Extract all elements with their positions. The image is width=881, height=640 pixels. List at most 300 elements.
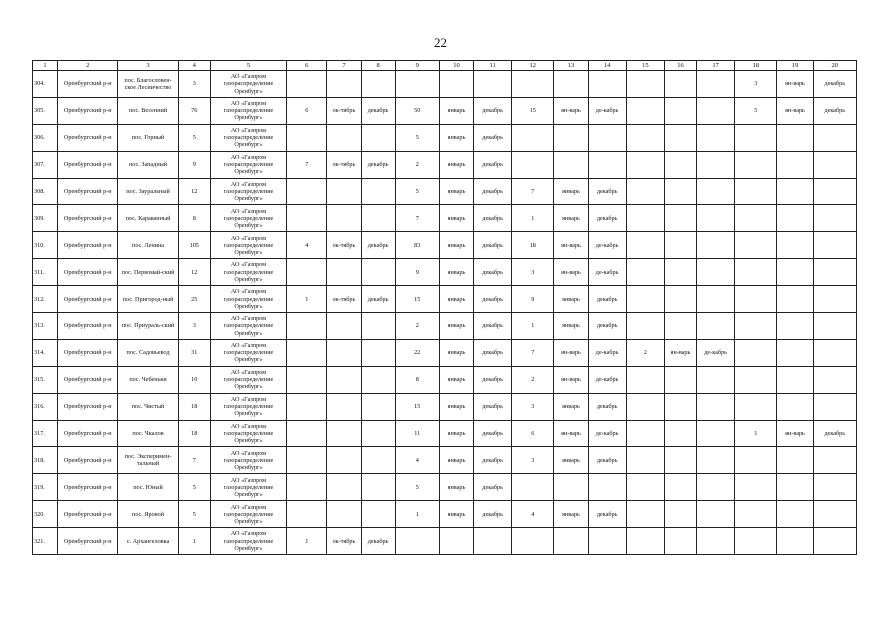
table-cell-col-16: [664, 393, 696, 420]
table-cell-col-14: декабрь: [588, 205, 626, 232]
table-cell-col-7: [327, 393, 361, 420]
table-cell-col-9: 83: [395, 232, 439, 259]
table-cell-col-6: [287, 474, 327, 501]
table-cell-col-2: Оренбургский р-н: [58, 420, 118, 447]
table-cell-col-18: [735, 366, 777, 393]
table-cell-col-16: [664, 259, 696, 286]
table-cell-col-10: январь: [439, 447, 473, 474]
table-cell-col-18: [735, 205, 777, 232]
table-cell-col-12: 3: [512, 259, 554, 286]
table-cell-col-17: [697, 313, 735, 340]
table-cell-col-5: АО «Газпром газораспределение Оренбург»: [210, 71, 286, 98]
column-number-13: 13: [554, 61, 588, 71]
column-number-8: 8: [361, 61, 395, 71]
table-cell-col-3: пос. Эксперимен-тальный: [118, 447, 178, 474]
table-cell-col-6: [287, 124, 327, 151]
table-cell-col-4: 5: [178, 501, 210, 528]
table-cell-col-17: [697, 232, 735, 259]
column-number-14: 14: [588, 61, 626, 71]
table-cell-col-12: 15: [512, 97, 554, 124]
table-row: [33, 232, 857, 259]
table-row: [33, 528, 857, 555]
table-cell-col-1: 306.: [33, 124, 58, 151]
table-cell-col-17: [697, 151, 735, 178]
table-cell-col-12: 3: [512, 447, 554, 474]
table-cell-col-18: [735, 259, 777, 286]
table-cell-col-11: декабрь: [474, 259, 512, 286]
table-cell-col-19: [777, 313, 813, 340]
table-cell-col-11: декабрь: [474, 151, 512, 178]
table-cell-col-8: [361, 501, 395, 528]
table-cell-col-12: 6: [512, 420, 554, 447]
table-cell-col-10: январь: [439, 124, 473, 151]
table-cell-col-9: 5: [395, 474, 439, 501]
table-cell-col-15: [626, 528, 664, 555]
table-cell-col-14: декабрь: [588, 313, 626, 340]
table-cell-col-3: пос. Приураль-ский: [118, 313, 178, 340]
table-cell-col-19: ян-варь: [777, 97, 813, 124]
table-cell-col-5: АО «Газпром газораспределение Оренбург»: [210, 339, 286, 366]
table-cell-col-6: 1: [287, 528, 327, 555]
table-cell-col-17: [697, 71, 735, 98]
table-cell-col-6: [287, 447, 327, 474]
table-row: [33, 393, 857, 420]
table-cell-col-17: [697, 286, 735, 313]
table-cell-col-14: [588, 528, 626, 555]
table-cell-col-18: 1: [735, 420, 777, 447]
table-cell-col-5: АО «Газпром газораспределение Оренбург»: [210, 205, 286, 232]
table-cell-col-20: [813, 339, 856, 366]
table-cell-col-3: пос. Благословен-ское Лесничество: [118, 71, 178, 98]
column-number-12: 12: [512, 61, 554, 71]
table-cell-col-7: [327, 501, 361, 528]
table-cell-col-1: 313.: [33, 313, 58, 340]
table-cell-col-11: декабрь: [474, 232, 512, 259]
table-cell-col-16: [664, 420, 696, 447]
table-cell-col-5: АО «Газпром газораспределение Оренбург»: [210, 474, 286, 501]
table-cell-col-14: декабрь: [588, 286, 626, 313]
table-cell-col-15: [626, 474, 664, 501]
table-cell-col-2: Оренбургский р-н: [58, 339, 118, 366]
table-cell-col-13: январь: [554, 178, 588, 205]
table-cell-col-3: с. Архангеловка: [118, 528, 178, 555]
table-cell-col-1: 310.: [33, 232, 58, 259]
table-cell-col-8: декабрь: [361, 97, 395, 124]
table-cell-col-12: 1: [512, 313, 554, 340]
table-cell-col-2: Оренбургский р-н: [58, 178, 118, 205]
table-cell-col-18: [735, 393, 777, 420]
table-cell-col-16: [664, 124, 696, 151]
table-cell-col-7: [327, 474, 361, 501]
table-cell-col-12: [512, 474, 554, 501]
table-cell-col-16: [664, 501, 696, 528]
table-cell-col-6: [287, 71, 327, 98]
table-cell-col-1: 321.: [33, 528, 58, 555]
table-cell-col-19: [777, 286, 813, 313]
table-cell-col-9: 2: [395, 151, 439, 178]
table-cell-col-8: [361, 366, 395, 393]
table-cell-col-7: [327, 447, 361, 474]
table-cell-col-20: [813, 286, 856, 313]
table-cell-col-9: [395, 528, 439, 555]
table-cell-col-20: [813, 447, 856, 474]
table-cell-col-10: январь: [439, 259, 473, 286]
table-cell-col-19: [777, 447, 813, 474]
table-cell-col-17: [697, 420, 735, 447]
table-cell-col-1: 312.: [33, 286, 58, 313]
table-row: [33, 259, 857, 286]
table-cell-col-2: Оренбургский р-н: [58, 447, 118, 474]
table-cell-col-18: [735, 501, 777, 528]
table-cell-col-2: Оренбургский р-н: [58, 124, 118, 151]
table-cell-col-13: [554, 71, 588, 98]
table-cell-col-6: [287, 313, 327, 340]
table-cell-col-5: АО «Газпром газораспределение Оренбург»: [210, 447, 286, 474]
table-cell-col-14: [588, 474, 626, 501]
table-cell-col-9: 11: [395, 420, 439, 447]
table-cell-col-3: пос. Яровой: [118, 501, 178, 528]
table-cell-col-18: [735, 447, 777, 474]
column-number-18: 18: [735, 61, 777, 71]
table-cell-col-18: [735, 151, 777, 178]
table-row: [33, 97, 857, 124]
table-cell-col-4: 31: [178, 339, 210, 366]
table-row: [33, 447, 857, 474]
table-cell-col-12: 2: [512, 366, 554, 393]
table-cell-col-13: январь: [554, 447, 588, 474]
table-cell-col-4: 8: [178, 205, 210, 232]
table-cell-col-15: [626, 97, 664, 124]
table-cell-col-13: ян-варь: [554, 232, 588, 259]
table-cell-col-6: [287, 259, 327, 286]
gasification-schedule-table: [32, 60, 857, 555]
table-row: [33, 205, 857, 232]
table-row: [33, 313, 857, 340]
table-cell-col-7: [327, 313, 361, 340]
table-cell-col-4: 18: [178, 393, 210, 420]
table-cell-col-19: ян-варь: [777, 71, 813, 98]
table-cell-col-11: декабрь: [474, 97, 512, 124]
table-cell-col-17: [697, 474, 735, 501]
table-row: [33, 339, 857, 366]
table-cell-col-19: [777, 124, 813, 151]
table-cell-col-17: [697, 528, 735, 555]
table-cell-col-10: [439, 71, 473, 98]
table-cell-col-1: 318.: [33, 447, 58, 474]
table-row: [33, 178, 857, 205]
table-cell-col-3: пос. Садовьевод: [118, 339, 178, 366]
column-number-11: 11: [474, 61, 512, 71]
table-row: [33, 501, 857, 528]
column-number-10: 10: [439, 61, 473, 71]
table-cell-col-3: пос. Юный: [118, 474, 178, 501]
table-cell-col-20: [813, 178, 856, 205]
table-cell-col-1: 305.: [33, 97, 58, 124]
table-cell-col-2: Оренбургский р-н: [58, 97, 118, 124]
table-cell-col-11: декабрь: [474, 501, 512, 528]
table-cell-col-14: де-кабрь: [588, 232, 626, 259]
table-cell-col-3: пос. Пригород-ный: [118, 286, 178, 313]
table-cell-col-6: [287, 178, 327, 205]
table-cell-col-6: 7: [287, 151, 327, 178]
table-cell-col-18: [735, 124, 777, 151]
table-cell-col-19: [777, 501, 813, 528]
table-cell-col-19: [777, 232, 813, 259]
column-number-16: 16: [664, 61, 696, 71]
table-cell-col-15: [626, 259, 664, 286]
table-cell-col-14: [588, 124, 626, 151]
table-cell-col-5: АО «Газпром газораспределение Оренбург»: [210, 313, 286, 340]
table-cell-col-4: 25: [178, 286, 210, 313]
table-cell-col-16: [664, 151, 696, 178]
table-cell-col-1: 309.: [33, 205, 58, 232]
table-cell-col-1: 317.: [33, 420, 58, 447]
table-cell-col-15: [626, 71, 664, 98]
table-row: [33, 286, 857, 313]
table-cell-col-18: [735, 232, 777, 259]
table-cell-col-9: 5: [395, 124, 439, 151]
table-cell-col-8: [361, 447, 395, 474]
table-cell-col-5: АО «Газпром газораспределение Оренбург»: [210, 259, 286, 286]
table-cell-col-1: 311.: [33, 259, 58, 286]
table-cell-col-11: декабрь: [474, 420, 512, 447]
table-cell-col-9: 9: [395, 259, 439, 286]
table-cell-col-3: пос. Зауральный: [118, 178, 178, 205]
table-cell-col-11: [474, 528, 512, 555]
table-cell-col-11: декабрь: [474, 205, 512, 232]
table-cell-col-11: декабрь: [474, 313, 512, 340]
table-cell-col-14: де-кабрь: [588, 259, 626, 286]
table-cell-col-4: 5: [178, 474, 210, 501]
table-cell-col-9: 4: [395, 447, 439, 474]
table-cell-col-13: январь: [554, 393, 588, 420]
table-cell-col-9: 8: [395, 366, 439, 393]
table-cell-col-16: [664, 286, 696, 313]
table-cell-col-14: декабрь: [588, 178, 626, 205]
table-cell-col-11: декабрь: [474, 286, 512, 313]
table-cell-col-12: 9: [512, 286, 554, 313]
table-cell-col-1: 320.: [33, 501, 58, 528]
table-cell-col-19: [777, 151, 813, 178]
table-cell-col-12: 3: [512, 393, 554, 420]
table-cell-col-19: [777, 528, 813, 555]
table-cell-col-18: [735, 339, 777, 366]
table-cell-col-7: ок-тябрь: [327, 232, 361, 259]
table-cell-col-16: [664, 474, 696, 501]
table-cell-col-15: [626, 124, 664, 151]
table-cell-col-13: ян-варь: [554, 420, 588, 447]
table-cell-col-1: 316.: [33, 393, 58, 420]
column-number-20: 20: [813, 61, 856, 71]
table-cell-col-8: [361, 474, 395, 501]
table-cell-col-20: [813, 232, 856, 259]
table-cell-col-8: [361, 393, 395, 420]
table-cell-col-15: [626, 286, 664, 313]
table-cell-col-16: [664, 528, 696, 555]
table-cell-col-5: АО «Газпром газораспределение Оренбург»: [210, 286, 286, 313]
table-cell-col-12: [512, 71, 554, 98]
table-cell-col-14: [588, 71, 626, 98]
table-cell-col-20: [813, 151, 856, 178]
table-cell-col-6: [287, 420, 327, 447]
table-cell-col-1: 304.: [33, 71, 58, 98]
table-cell-col-11: декабрь: [474, 393, 512, 420]
table-cell-col-6: [287, 205, 327, 232]
table-row: [33, 474, 857, 501]
table-cell-col-14: декабрь: [588, 501, 626, 528]
table-cell-col-8: [361, 420, 395, 447]
page-number: 22: [434, 35, 447, 50]
table-cell-col-16: ян-варь: [664, 339, 696, 366]
table-cell-col-8: [361, 178, 395, 205]
table-cell-col-10: январь: [439, 286, 473, 313]
table-cell-col-8: [361, 71, 395, 98]
table-cell-col-15: [626, 447, 664, 474]
table-cell-col-17: [697, 501, 735, 528]
table-cell-col-4: 5: [178, 124, 210, 151]
table-row: [33, 366, 857, 393]
table-cell-col-20: декабрь: [813, 97, 856, 124]
table-cell-col-17: [697, 366, 735, 393]
table-cell-col-20: декабрь: [813, 420, 856, 447]
table-cell-col-20: [813, 366, 856, 393]
table-cell-col-7: [327, 366, 361, 393]
table-cell-col-14: декабрь: [588, 447, 626, 474]
table-cell-col-11: декабрь: [474, 124, 512, 151]
table-cell-col-1: 315.: [33, 366, 58, 393]
table-cell-col-13: [554, 151, 588, 178]
column-number-3: 3: [118, 61, 178, 71]
table-cell-col-14: де-кабрь: [588, 97, 626, 124]
table-cell-col-18: [735, 178, 777, 205]
table-cell-col-19: [777, 259, 813, 286]
table-cell-col-3: пос. Чкалов: [118, 420, 178, 447]
table-cell-col-15: [626, 420, 664, 447]
table-cell-col-6: 1: [287, 286, 327, 313]
table-cell-col-12: [512, 124, 554, 151]
table-cell-col-10: январь: [439, 393, 473, 420]
table-cell-col-7: ок-тябрь: [327, 151, 361, 178]
table-cell-col-3: пос. Чистый: [118, 393, 178, 420]
table-cell-col-8: декабрь: [361, 151, 395, 178]
table-cell-col-10: январь: [439, 205, 473, 232]
table-cell-col-2: Оренбургский р-н: [58, 151, 118, 178]
table-cell-col-11: декабрь: [474, 178, 512, 205]
table-cell-col-16: [664, 447, 696, 474]
table-cell-col-19: [777, 339, 813, 366]
table-cell-col-16: [664, 97, 696, 124]
table-cell-col-10: январь: [439, 232, 473, 259]
table-cell-col-17: [697, 259, 735, 286]
table-cell-col-15: [626, 205, 664, 232]
table-cell-col-11: [474, 71, 512, 98]
table-cell-col-4: 3: [178, 71, 210, 98]
table-cell-col-13: ян-варь: [554, 366, 588, 393]
table-cell-col-8: [361, 339, 395, 366]
table-cell-col-4: 9: [178, 151, 210, 178]
table-cell-col-7: [327, 124, 361, 151]
table-cell-col-9: 1: [395, 501, 439, 528]
table-cell-col-5: АО «Газпром газораспределение Оренбург»: [210, 420, 286, 447]
table-cell-col-4: 3: [178, 313, 210, 340]
table-cell-col-14: де-кабрь: [588, 420, 626, 447]
table-cell-col-7: [327, 71, 361, 98]
table-cell-col-18: [735, 313, 777, 340]
table-cell-col-18: 5: [735, 97, 777, 124]
table-cell-col-13: [554, 124, 588, 151]
table-cell-col-13: январь: [554, 313, 588, 340]
table-cell-col-6: [287, 339, 327, 366]
table-cell-col-19: [777, 178, 813, 205]
table-cell-col-6: [287, 393, 327, 420]
table-cell-col-16: [664, 205, 696, 232]
table-row: [33, 151, 857, 178]
table-cell-col-19: [777, 205, 813, 232]
table-cell-col-14: [588, 151, 626, 178]
table-cell-col-20: [813, 313, 856, 340]
table-cell-col-4: 12: [178, 259, 210, 286]
table-cell-col-2: Оренбургский р-н: [58, 259, 118, 286]
table-cell-col-8: декабрь: [361, 528, 395, 555]
table-cell-col-9: 7: [395, 205, 439, 232]
table-cell-col-10: январь: [439, 420, 473, 447]
table-cell-col-7: [327, 420, 361, 447]
table-cell-col-7: [327, 339, 361, 366]
table-cell-col-5: АО «Газпром газораспределение Оренбург»: [210, 393, 286, 420]
column-number-9: 9: [395, 61, 439, 71]
table-cell-col-13: [554, 528, 588, 555]
table-cell-col-5: АО «Газпром газораспределение Оренбург»: [210, 97, 286, 124]
table-cell-col-10: январь: [439, 366, 473, 393]
table-cell-col-5: АО «Газпром газораспределение Оренбург»: [210, 232, 286, 259]
table-cell-col-7: [327, 259, 361, 286]
table-row: [33, 420, 857, 447]
table-cell-col-16: [664, 178, 696, 205]
table-cell-col-6: [287, 366, 327, 393]
table-cell-col-12: 1: [512, 205, 554, 232]
column-number-6: 6: [287, 61, 327, 71]
table-cell-col-4: 18: [178, 420, 210, 447]
table-cell-col-11: декабрь: [474, 474, 512, 501]
table-cell-col-17: [697, 447, 735, 474]
table-cell-col-8: [361, 259, 395, 286]
table-cell-col-15: [626, 232, 664, 259]
table-cell-col-16: [664, 313, 696, 340]
table-cell-col-3: пос. Караванный: [118, 205, 178, 232]
table-cell-col-3: пос. Первомай-ский: [118, 259, 178, 286]
table-cell-col-2: Оренбургский р-н: [58, 393, 118, 420]
table-cell-col-4: 12: [178, 178, 210, 205]
column-number-15: 15: [626, 61, 664, 71]
table-cell-col-10: [439, 528, 473, 555]
table-cell-col-10: январь: [439, 474, 473, 501]
table-cell-col-2: Оренбургский р-н: [58, 205, 118, 232]
table-cell-col-15: [626, 178, 664, 205]
table-cell-col-13: январь: [554, 501, 588, 528]
table-cell-col-2: Оренбургский р-н: [58, 528, 118, 555]
table-cell-col-20: [813, 501, 856, 528]
table-cell-col-10: январь: [439, 313, 473, 340]
table-cell-col-1: 319.: [33, 474, 58, 501]
table-cell-col-2: Оренбургский р-н: [58, 286, 118, 313]
table-cell-col-15: [626, 366, 664, 393]
table-row: [33, 124, 857, 151]
table-cell-col-15: [626, 313, 664, 340]
table-cell-col-16: [664, 232, 696, 259]
column-number-2: 2: [58, 61, 118, 71]
table-cell-col-13: ян-варь: [554, 259, 588, 286]
table-cell-col-17: [697, 178, 735, 205]
